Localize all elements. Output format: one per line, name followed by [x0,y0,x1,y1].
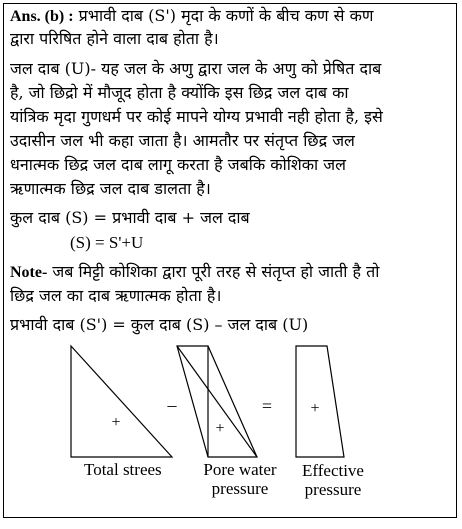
answer-line-1 [10,6,373,27]
equals-operator: = [261,396,273,416]
total-stress-triangle [71,346,172,457]
answer-box [3,3,457,518]
note-label: Note- [10,264,48,281]
answer-label: Ans. (b) : [10,8,74,25]
water-pressure-line-1: जल दाब (U)- यह जल के अणु द्वारा जल के अणु को प्रेषित दाब [10,59,382,78]
pore-pressure-caption-line-1: Pore water [203,460,277,479]
pore-pressure-diagonal [177,346,257,457]
water-pressure-line-4: उदासीन जल भी कहा जाता है। आमतौर पर संतृप्त छिद्र जल [10,131,355,150]
pore-pressure-sign: + [215,420,225,437]
answer-text-1: प्रभावी दाब (S') मृदा के कणों के बीच कण से कण [78,6,374,25]
pore-pressure-caption-line-2: pressure [211,479,269,498]
effective-pressure-sign: + [310,400,320,417]
effective-pressure-caption-line-1: Effective [302,461,364,480]
effective-pressure-shape [296,346,344,457]
pore-pressure-caption [190,460,290,498]
effective-pressure-caption [291,461,375,499]
minus-operator: – [167,395,177,415]
note-text-1: जब मिट्टी कोशिका द्वारा पूरी तरह से संतृप्त हो जाती है तो [52,262,380,281]
effective-pressure-formula: प्रभावी दाब (S') = कुल दाब (S) – जल दाब (U) [10,315,309,334]
water-pressure-line-6: ऋणात्मक छिद्र जल दाब डालता है। [10,179,211,198]
water-pressure-line-5: धनात्मक छिद्र जल दाब लागू करता है जबकि कोशिका जल [10,155,346,174]
total-stress-sign: + [111,414,121,431]
answer-line-2: द्वारा परिषित होने वाला दाब होता है। [10,29,219,48]
water-pressure-line-2: है, जो छिद्रो में मौजूद होता है क्योंकि इस छिद्र जल दाब का [10,83,349,102]
effective-pressure-caption-line-2: pressure [304,480,362,499]
total-pressure-symbolic: (S) = S'+U [70,233,144,252]
total-pressure-formula: कुल दाब (S) = प्रभावी दाब + जल दाब [10,208,250,227]
total-stress-caption: Total strees [84,460,162,479]
note-line-2: छिद्र जल का दाब ऋणात्मक होता है। [10,286,222,305]
note-line-1 [10,262,379,283]
water-pressure-line-3: यांत्रिक मृदा गुणधर्म पर कोई मापने योग्य प्रभावी नही होता है, इसे [10,107,383,126]
